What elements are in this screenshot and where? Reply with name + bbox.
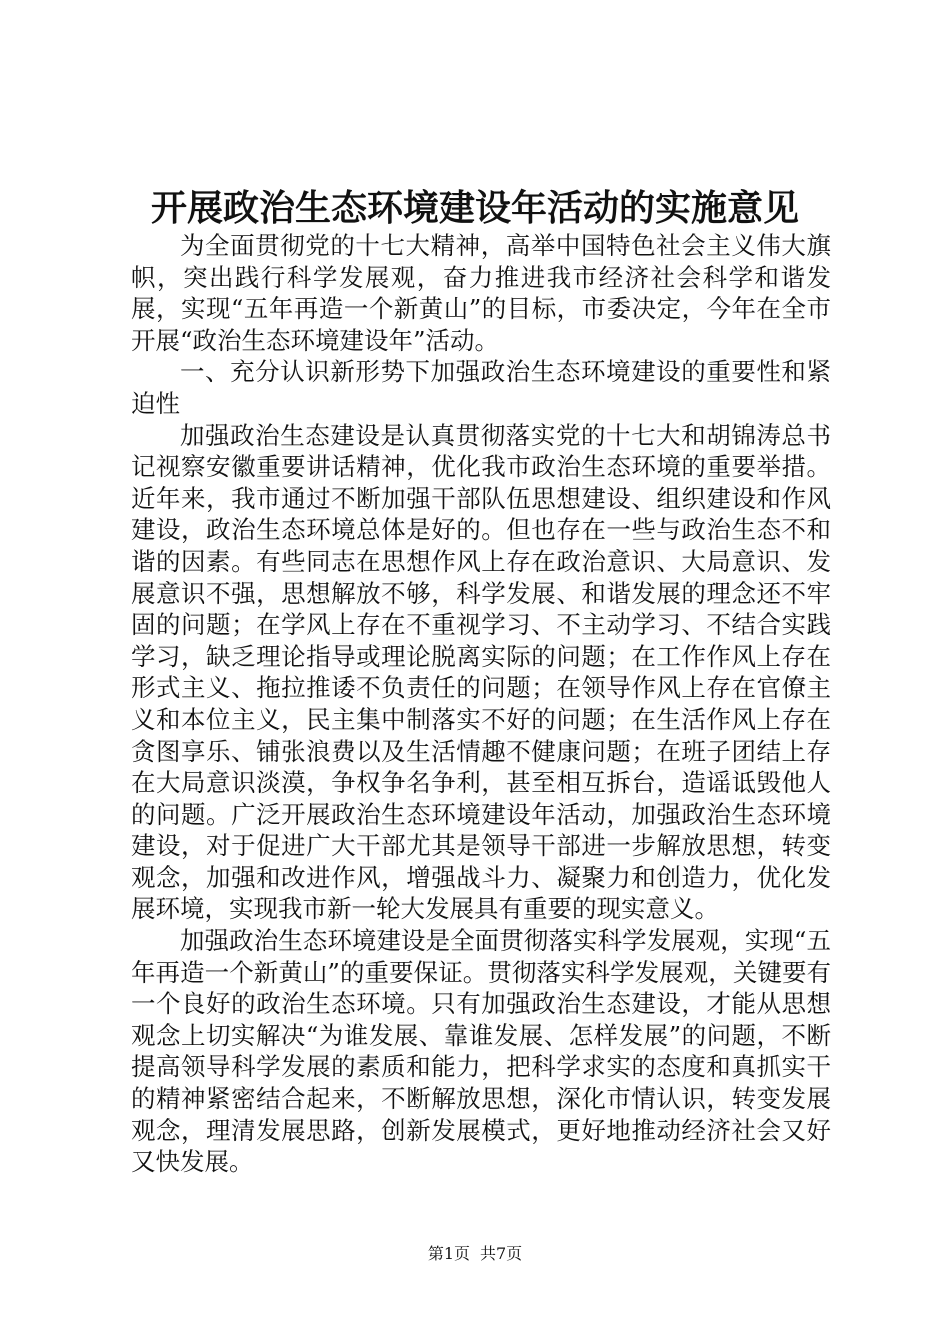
document-title: 开展政治生态环境建设年活动的实施意见 [150,187,799,229]
paragraph-guarantee: 加强政治生态环境建设是全面贯彻落实科学发展观，实现“五年再造一个新黄山”的重要保证。贯彻落实科学发展观，关键要有一个良好的政治生态环境。只有加强政治生态建设，才能从思想观念上切实解决“为谁发展、靠谁发展、怎样发展”的问题，不断提高领导科学发展的素质和能力，把科学求实的态度和真抓实干的精神紧密结合起来，不断解放思想，深化市情认识，转变发展观念，理清发展思路，创新发展模式，更好地推动经济社会又好又快发展。 [131,926,831,1177]
document-body [131,230,831,1178]
page-number: 第1页 [427,1244,470,1263]
page-footer [0,1242,950,1266]
page-count: 共7页 [480,1244,523,1263]
paragraph-importance: 加强政治生态建设是认真贯彻落实党的十七大和胡锦涛总书记视察安徽重要讲话精神，优化我市政治生态环境的重要举措。近年来，我市通过不断加强干部队伍思想建设、组织建设和作风建设，政治生态环境总体是好的。但也存在一些与政治生态不和谐的因素。有些同志在思想作风上存在政治意识、大局意识、发展意识不强，思想解放不够，科学发展、和谐发展的理念还不牢固的问题；在学风上存在不重视学习、不主动学习、不结合实践学习，缺乏理论指导或理论脱离实际的问题；在工作作风上存在形式主义、拖拉推诿不负责任的问题；在领导作风上存在官僚主义和本位主义，民主集中制落实不好的问题；在生活作风上存在贪图享乐、铺张浪费以及生活情趣不健康问题；在班子团结上存在大局意识淡漠，争权争名争利，甚至相互拆台，造谣诋毁他人的问题。广泛开展政治生态环境建设年活动，加强政治生态环境建设，对于促进广大干部尤其是领导干部进一步解放思想，转变观念，加强和改进作风，增强战斗力、凝聚力和创造力，优化发展环境，实现我市新一轮大发展具有重要的现实意义。 [131,420,831,924]
section-heading-1: 一、充分认识新形势下加强政治生态环境建设的重要性和紧迫性 [131,357,831,418]
paragraph-intro: 为全面贯彻党的十七大精神，高举中国特色社会主义伟大旗帜，突出践行科学发展观，奋力推进我市经济社会科学和谐发展，实现“五年再造一个新黄山”的目标，市委决定，今年在全市开展“政治生态环境建设年”活动。 [131,231,831,355]
